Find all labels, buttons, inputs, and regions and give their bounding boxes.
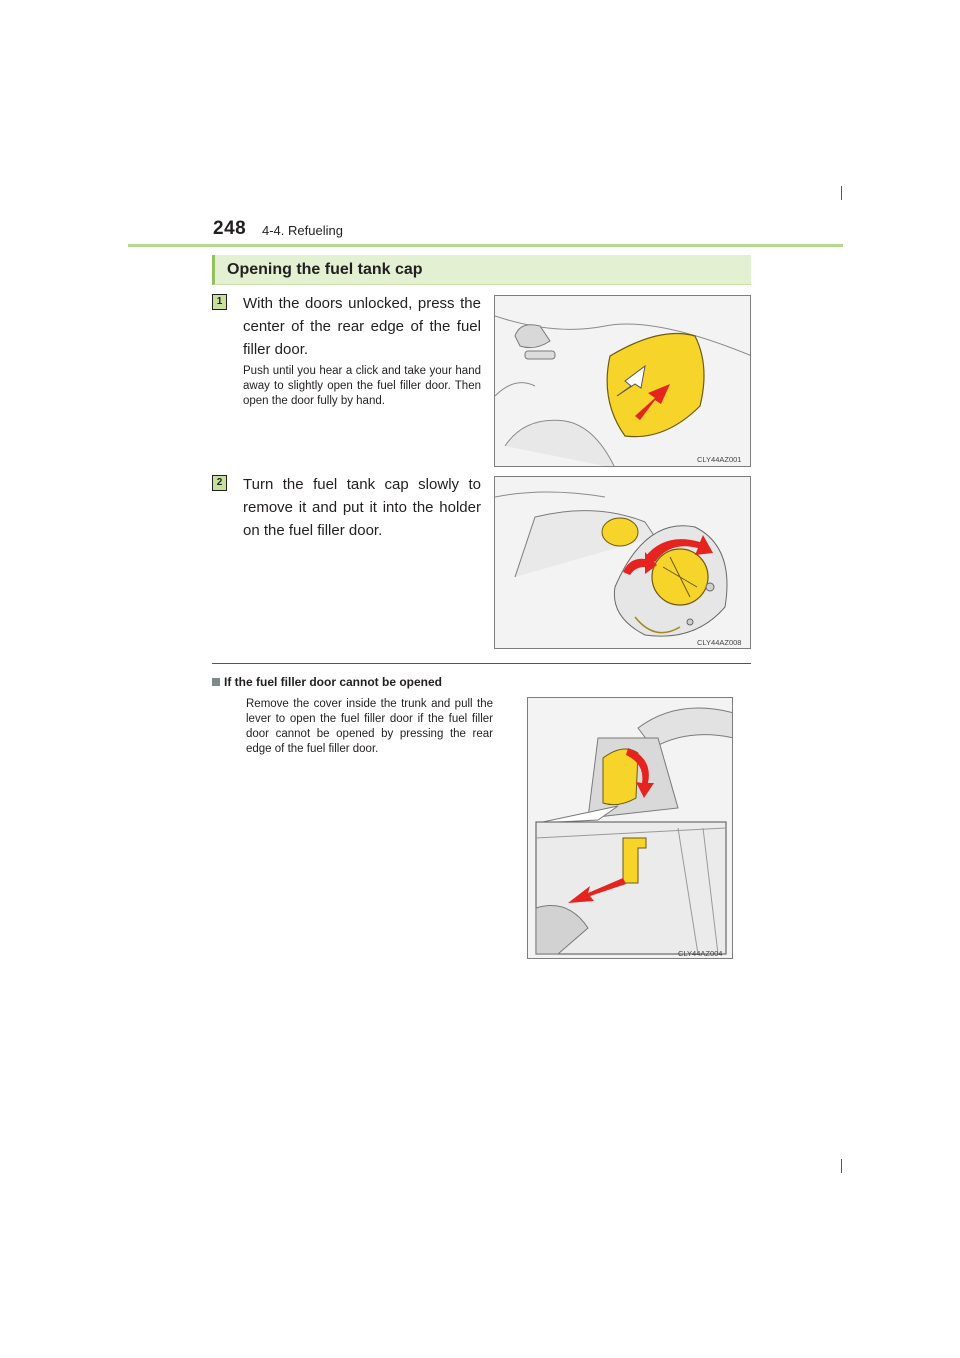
fuel-filler-door-illustration (495, 296, 751, 467)
section-heading: Opening the fuel tank cap (227, 261, 423, 278)
fuel-tank-cap-illustration (495, 477, 751, 649)
figure-2-code: CLY44AZ008 (697, 638, 742, 647)
step-number-2: 2 (212, 475, 227, 491)
figure-fuel-filler-door (494, 295, 751, 467)
figure-3-code: CLY44AZ004 (678, 949, 723, 958)
crop-mark-bottom (841, 1159, 842, 1173)
figure-trunk-release-lever (527, 697, 733, 959)
step-2-text: Turn the fuel tank cap slowly to remove it and put it into the holder on the fuel filler door. (243, 476, 481, 539)
note-heading (212, 675, 442, 689)
figure-1-code: CLY44AZ001 (697, 455, 742, 464)
step-number-1: 1 (212, 294, 227, 310)
section-heading-bar (212, 255, 751, 285)
note-text: Remove the cover inside the trunk and pull the lever to open the fuel filler door if the fuel filler door cannot be opened by pressing the rear edge of the fuel filler door. (246, 698, 493, 755)
note-heading-text: If the fuel filler door cannot be opened (224, 675, 443, 689)
step-1-note: Push until you hear a click and take your hand away to slightly open the fuel filler door. Then open the door fully by hand. (243, 365, 481, 407)
bullet-square-icon (212, 678, 220, 686)
header-rule (128, 244, 843, 247)
figure-fuel-tank-cap (494, 476, 751, 649)
crop-mark-top (841, 186, 842, 200)
step-1-text: With the doors unlocked, press the center of the rear edge of the fuel filler door. (243, 295, 481, 358)
trunk-lever-illustration (528, 698, 733, 959)
section-divider (212, 663, 751, 664)
section-title: 4-4. Refueling (262, 223, 343, 238)
page-number: 248 (213, 218, 247, 239)
